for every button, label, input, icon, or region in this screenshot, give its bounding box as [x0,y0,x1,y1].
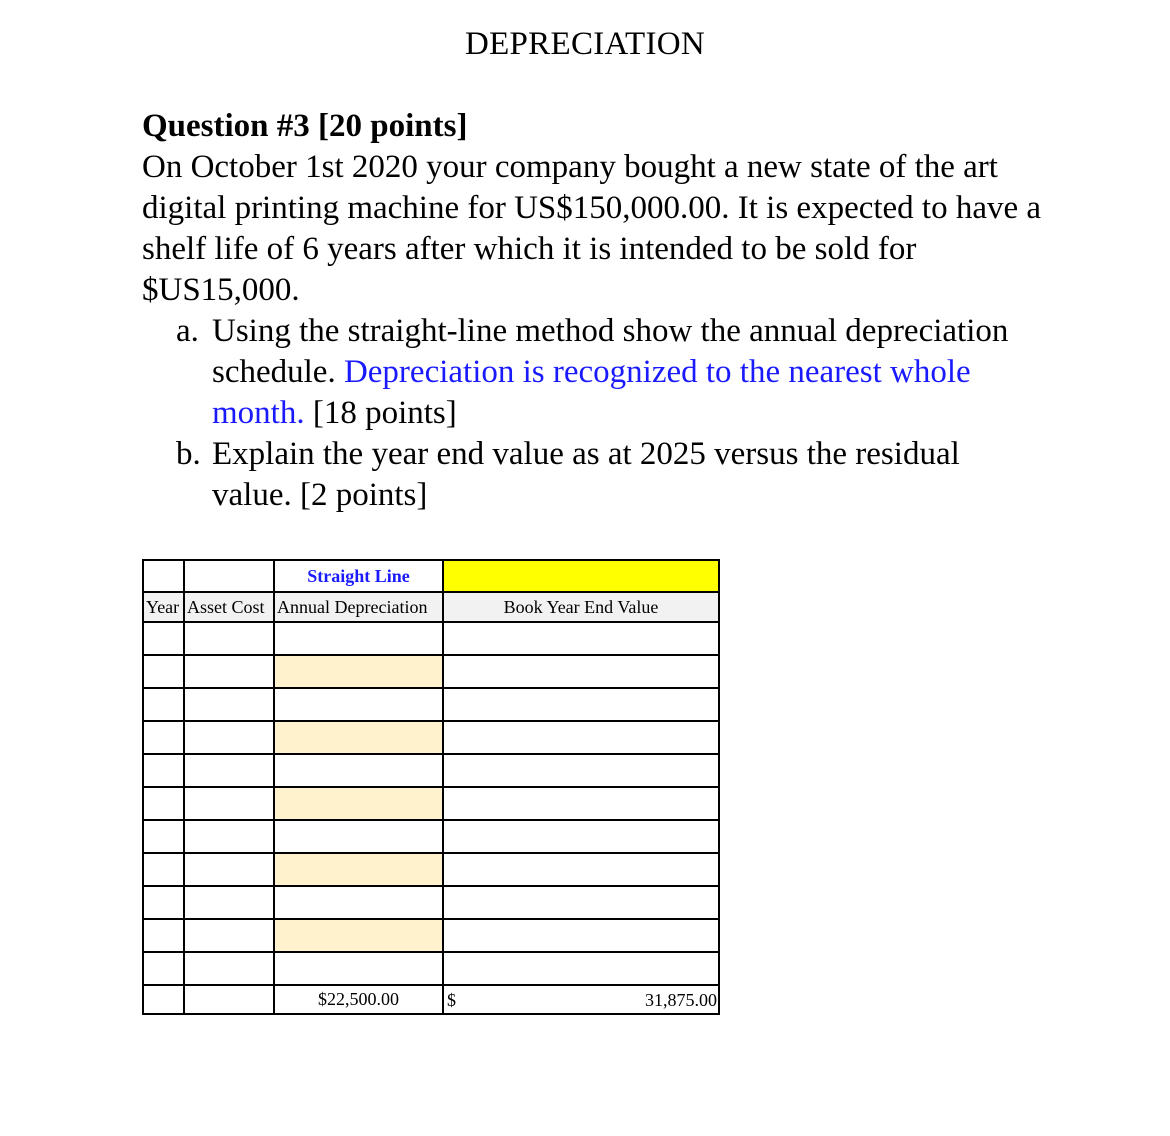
table-cell [184,754,274,787]
part-b-text: Explain the year end value as at 2025 versus the residual value. [2 points] [212,436,960,513]
page-title: DEPRECIATION [464,26,706,62]
table-row [143,952,719,985]
table-cell [443,655,719,688]
table-cell [184,721,274,754]
table-cell [274,655,443,688]
highlight-cell [443,560,719,592]
table-cell [143,560,184,592]
part-a-highlight: Depreciation is recognized to the nearest whole month. [212,354,971,431]
book-value-cell [443,985,719,1014]
table-cell [184,985,274,1014]
table-cell [143,853,184,886]
currency-symbol: $ [447,990,456,1010]
part-b [142,434,1042,516]
table-cell [184,655,274,688]
table-cell [143,952,184,985]
question-title: Question #3 [20 points] [142,108,468,144]
table-cell [274,919,443,952]
table-cell [143,820,184,853]
table-method-row [143,560,719,592]
table-cell [184,560,274,592]
table-cell [184,622,274,655]
header-asset-cost: Asset Cost [184,592,274,622]
table-cell [143,622,184,655]
table-row [143,688,719,721]
table-row [143,655,719,688]
table-cell [184,919,274,952]
table-cell [443,919,719,952]
table-cell [184,688,274,721]
table-cell [443,886,719,919]
question-body: On October 1st 2020 your company bought a new state of the art digital printing machine for US$150,000.00. It is expected to have a shelf life of 6 years after which it is intended to be sold for $US15,000. [142,149,1042,308]
part-a-text: Using the straight-line method show the annual depreciation schedule. [212,313,1009,390]
table-cell [143,787,184,820]
table-row [143,820,719,853]
table-cell [184,820,274,853]
part-a [142,311,1042,434]
question-block [142,106,1042,516]
method-label: Straight Line [274,560,443,592]
table-cell [274,754,443,787]
table-cell [184,853,274,886]
table-header-row [143,592,719,622]
table-row [143,622,719,655]
table-cell [274,688,443,721]
table-cell [443,820,719,853]
part-a-points: [18 points] [304,395,457,431]
table-cell [184,787,274,820]
table-cell [143,886,184,919]
table-cell [443,787,719,820]
book-value: 31,875.00 [645,990,717,1010]
table-row-final [143,985,719,1014]
table-cell [184,952,274,985]
table-row [143,919,719,952]
table-cell [274,622,443,655]
table-cell [443,952,719,985]
table-cell [143,721,184,754]
table-cell [443,853,719,886]
table-row [143,853,719,886]
table-cell [143,655,184,688]
header-book-value: Book Year End Value [443,592,719,622]
table-cell [274,721,443,754]
part-b-marker: b. [176,436,201,472]
header-annual-depreciation: Annual Depreciation [274,592,443,622]
part-a-marker: a. [176,313,199,349]
table-cell [274,820,443,853]
question-parts [142,311,1042,516]
table-row [143,754,719,787]
table-cell [274,787,443,820]
table-cell [274,886,443,919]
table-row [143,721,719,754]
table-row [143,886,719,919]
table-cell [443,688,719,721]
table-cell [143,919,184,952]
table-cell [143,688,184,721]
table-cell [443,622,719,655]
table-cell [274,952,443,985]
annual-depreciation-value: $22,500.00 [274,985,443,1014]
table-cell [184,886,274,919]
table-cell [443,754,719,787]
table-cell [274,853,443,886]
depreciation-table [142,559,720,1015]
table-cell [143,754,184,787]
table-cell [443,721,719,754]
table-cell [143,985,184,1014]
table-row [143,787,719,820]
header-year: Year [143,592,184,622]
